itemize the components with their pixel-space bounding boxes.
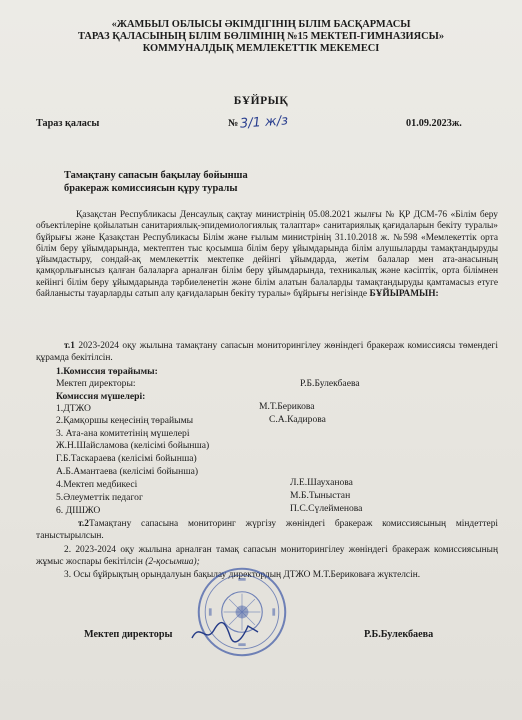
chair-title: 1.Комиссия төрайымы: bbox=[56, 366, 158, 377]
member-2-name: С.А.Кадирова bbox=[269, 414, 326, 425]
preamble-paragraph bbox=[36, 210, 498, 300]
city-label: Тараз қаласы bbox=[36, 118, 100, 129]
header-line-1: «ЖАМБЫЛ ОБЛЫСЫ ӘКІМДІГІНІҢ БІЛІМ БАСҚАРМАСЫ bbox=[111, 19, 411, 30]
item-1-number: т.1 bbox=[64, 341, 75, 351]
item-2-2-appendix: (2-қосымша); bbox=[145, 556, 200, 567]
header-line-2: ТАРАЗ ҚАЛАСЫНЫҢ БІЛІМ БӨЛІМІНІҢ №15 МЕКТЕП-ГИМНАЗИЯСЫ» bbox=[77, 31, 445, 42]
item-2-2-paragraph bbox=[36, 545, 498, 568]
item-1-text: 2023-2024 оқу жылына тамақтану сапасын мониторингілеу жөніндегі бракераж комиссиясы төмендегі құрамда бекітілсін. bbox=[36, 341, 498, 363]
subject-line-1: Тамақтану сапасын бақылау бойынша bbox=[64, 170, 248, 181]
member-3-person-3: А.Б.Амантаева (келісімі бойынша) bbox=[56, 466, 199, 477]
order-date: 01.09.2023ж. bbox=[406, 118, 462, 129]
member-1-role: 1.ДТЖО bbox=[56, 403, 91, 414]
footer-role: Мектеп директоры bbox=[84, 629, 173, 640]
member-3-person-2: Г.Б.Таскараева (келісімі бойынша) bbox=[56, 453, 197, 464]
member-3-role: 3. Ата-ана комитетінің мүшелері bbox=[56, 428, 190, 439]
chair-role: Мектеп директоры: bbox=[56, 378, 136, 389]
members-title: Комиссия мүшелері: bbox=[56, 391, 146, 402]
item-2-2-text: 2. 2023-2024 оқу жылына арналған тамақ сапасын мониторингілеу жөніндегі бракераж комиссиясының жұмыс жоспары бекітілсін bbox=[36, 545, 498, 567]
doc-type-title: БҰЙРЫҚ bbox=[233, 95, 289, 107]
member-1-name: М.Т.Берикова bbox=[259, 401, 315, 412]
subject-line-2: бракераж комиссиясын құру туралы bbox=[64, 183, 238, 194]
member-3-person-1: Ж.Н.Шайсламова (келісімі бойынша) bbox=[56, 440, 210, 451]
director-signature bbox=[190, 618, 260, 646]
member-5-role: 5.Әлеуметтік педагог bbox=[56, 492, 143, 503]
member-2-role: 2.Қамқоршы кеңесінің төрайымы bbox=[56, 415, 194, 426]
item-2-text: Тамақтану сапасына мониторинг жүргізу жөніндегі бракераж комиссиясының міндеттері таныстырылсын. bbox=[36, 519, 498, 541]
member-6-role: 6. ДІШЖО bbox=[56, 505, 101, 516]
item-2-paragraph bbox=[36, 519, 498, 542]
item-2-number: т.2 bbox=[78, 519, 89, 529]
member-4-role: 4.Мектеп медбикесі bbox=[56, 479, 138, 490]
order-number-handwritten: 3/1 ж/з bbox=[239, 113, 289, 132]
footer-name: Р.Б.Булекбаева bbox=[364, 629, 434, 640]
order-word: БҰЙЫРАМЫН: bbox=[369, 289, 439, 300]
item-1-paragraph bbox=[36, 341, 498, 364]
order-number-prefix: № bbox=[228, 118, 239, 129]
member-6-name: П.С.Сүлейменова bbox=[290, 503, 363, 514]
item-3-text: 3. Осы бұйрықтың орындалуын бақылау директордың ДТЖО М.Т.Бериковаға жүктелсін. bbox=[64, 570, 421, 580]
member-4-name: Л.Е.Шауханова bbox=[290, 477, 353, 488]
chair-name: Р.Б.Булекбаева bbox=[300, 378, 360, 389]
preamble-text: Қазақстан Республикасы Денсаулық сақтау министрінің 05.08.2021 жылғы № ҚР ДСМ-76 «Білім беру объектілеріне қойылатын санитариялық-эпидемиологиялық талаптар» санитариялық қағидаларын бекіту туралы» бұйрығы және Қазақстан Республикасы Білім және ғылым министрінің 31.10.2018 ж. №598 «Мемлекеттік орта білім беру ұйымдарында, мектептен тыс қосымша білім беру ұйымдарында білім алушыларды тамақтандыруды ұйымдастыру, сондай-ақ мемлекеттік мектепке дейінгі ұйымдарда, жетім балалар мен ата-анасының қамқорлығынсыз қалған балаларға арналған білім беру ұйымдарында, техникалық және кәсіптік, орта білімнен кейінгі білім беру ұйымдарында тәрбиеленетін және білім алатын балаларды тамақтандыруды қамтамасыз етуге байланысты тауарларды сатып алу қағидаларын бекіту туралы» бұйрығы негізінде bbox=[36, 210, 498, 300]
member-5-name: М.Б.Тыныстан bbox=[290, 490, 351, 501]
header-line-3: КОММУНАЛДЫҚ МЕМЛЕКЕТТІК МЕКЕМЕСІ bbox=[142, 43, 380, 54]
